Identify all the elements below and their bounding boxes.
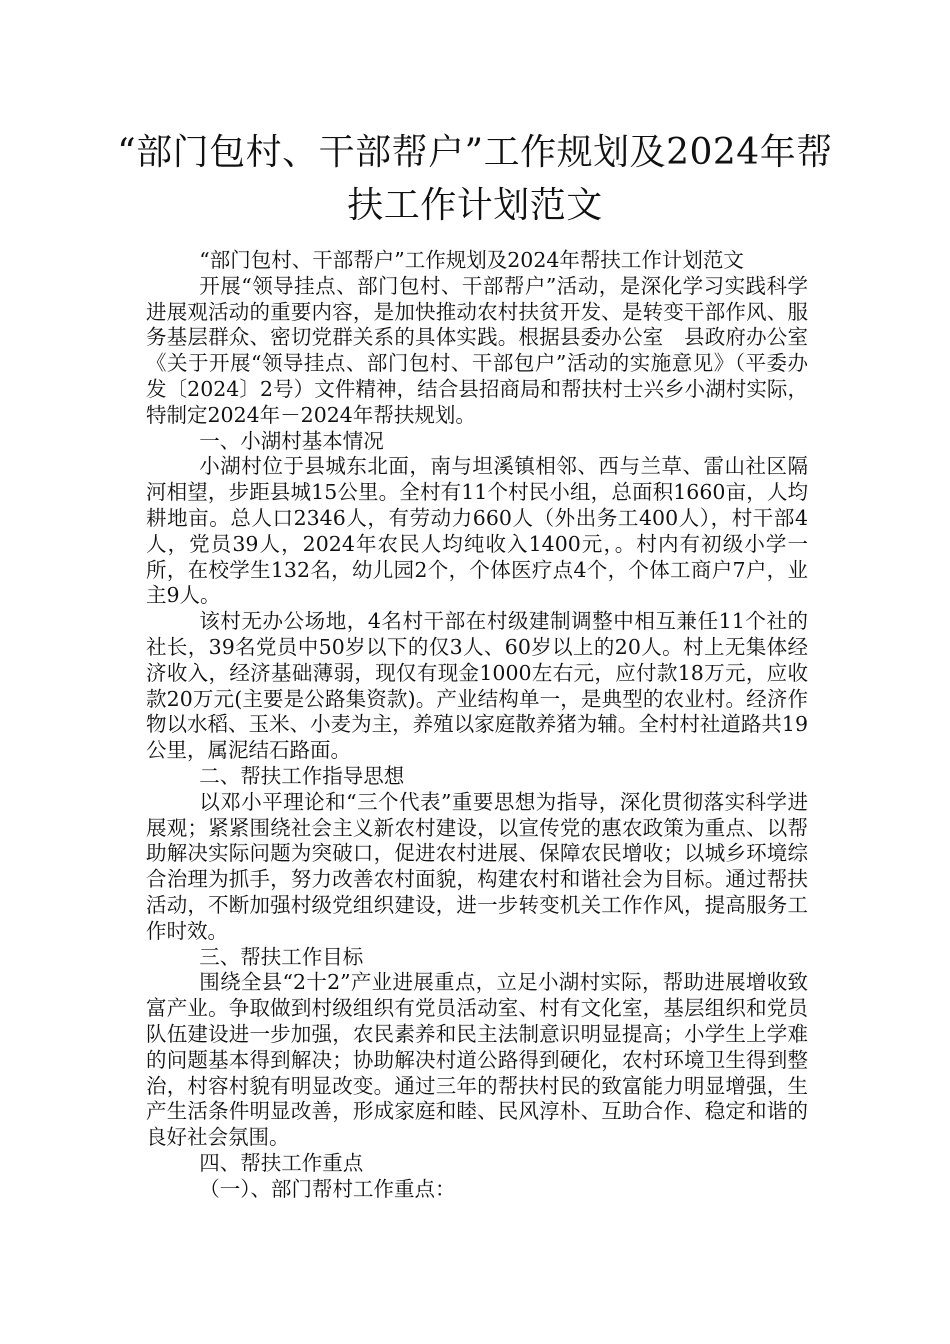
paragraph-work-goals: 围绕全县“2十2”产业进展重点，立足小湖村实际，帮助进展增收致富产业。争取做到村级组织有党员活动室、村有文化室，基层组织和党员队伍建设进一步加强，农民素养和民主法制意识明显提高；小学生上学难的问题基本得到解决；协助解决村道公路得到硬化，农村环境卫生得到整治，村容村貌有明显改变。通过三年的帮扶村民的致富能力明显增强，生产生活条件明显改善，形成家庭和睦、民风淳朴、互助合作、稳定和谐的良好社会氛围。 (146, 970, 808, 1150)
subsection-heading-1: （一）、部门帮村工作重点： (199, 1176, 456, 1201)
paragraph-subtitle: “部门包村、干部帮户”工作规划及2024年帮扶工作计划范文 (199, 248, 744, 272)
paragraph-village-overview: 小湖村位于县城东北面，南与坦溪镇相邻、西与兰草、雷山社区隔河相望，步距县城15公里。全村有11个村民小组，总面积1660亩，人均耕地亩。总人口2346人，有劳动力660人（外出务工400人），村干部4人，党员39人，2024年农民人均纯收入1400元，。村内有初级小学一所，在校学生132名，幼儿园2个，个体医疗点4个，个体工商户7户，业主9人。 (146, 454, 808, 608)
document-title: “部门包村、干部帮户”工作规划及2024年帮扶工作计划范文 (117, 132, 833, 226)
paragraph-guiding-ideology: 以邓小平理论和“三个代表”重要思想为指导，深化贯彻落实科学进展观；紧紧围绕社会主义新农村建设，以宣传党的惠农政策为重点、以帮助解决实际问题为突破口，促进农村进展、保障农民增收；以城乡环境综合治理为抓手，努力改善农村面貌，构建农村和谐社会为目标。通过帮扶活动，不断加强村级党组织建设，进一步转变机关工作作风，提高服务工作时效。 (146, 789, 808, 943)
section-heading-1: 一、小湖村基本情况 (199, 428, 384, 453)
section-heading-3: 三、帮扶工作目标 (199, 944, 364, 969)
section-heading-4: 四、帮扶工作重点 (199, 1150, 364, 1175)
paragraph-village-economy: 该村无办公场地，4名村干部在村级建制调整中相互兼任11个社的社长，39名党员中50岁以下的仅3人、60岁以上的20人。村上无集体经济收入，经济基础薄弱，现仅有现金1000左右元，应付款18万元，应收款20万元(主要是公路集资款)。产业结构单一，是典型的农业村。经济作物以水稻、玉米、小麦为主，养殖以家庭散养猪为辅。全村村社道路共19公里，属泥结石路面。 (146, 609, 808, 763)
document-body (146, 248, 808, 1202)
paragraph-intro: 开展“领导挂点、部门包村、干部帮户”活动，是深化学习实践科学进展观活动的重要内容，是加快推动农村扶贫开发、是转变干部作风、服务基层群众、密切党群关系的具体实践。根据县委办公室 县政府办公室《关于开展“领导挂点、部门包村、干部包户”活动的实施意见》（平委办发〔2024〕2号）文件精神，结合县招商局和帮扶村士兴乡小湖村实际，特制定2024年－2024年帮扶规划。 (146, 273, 808, 427)
section-heading-2: 二、帮扶工作指导思想 (199, 763, 405, 788)
